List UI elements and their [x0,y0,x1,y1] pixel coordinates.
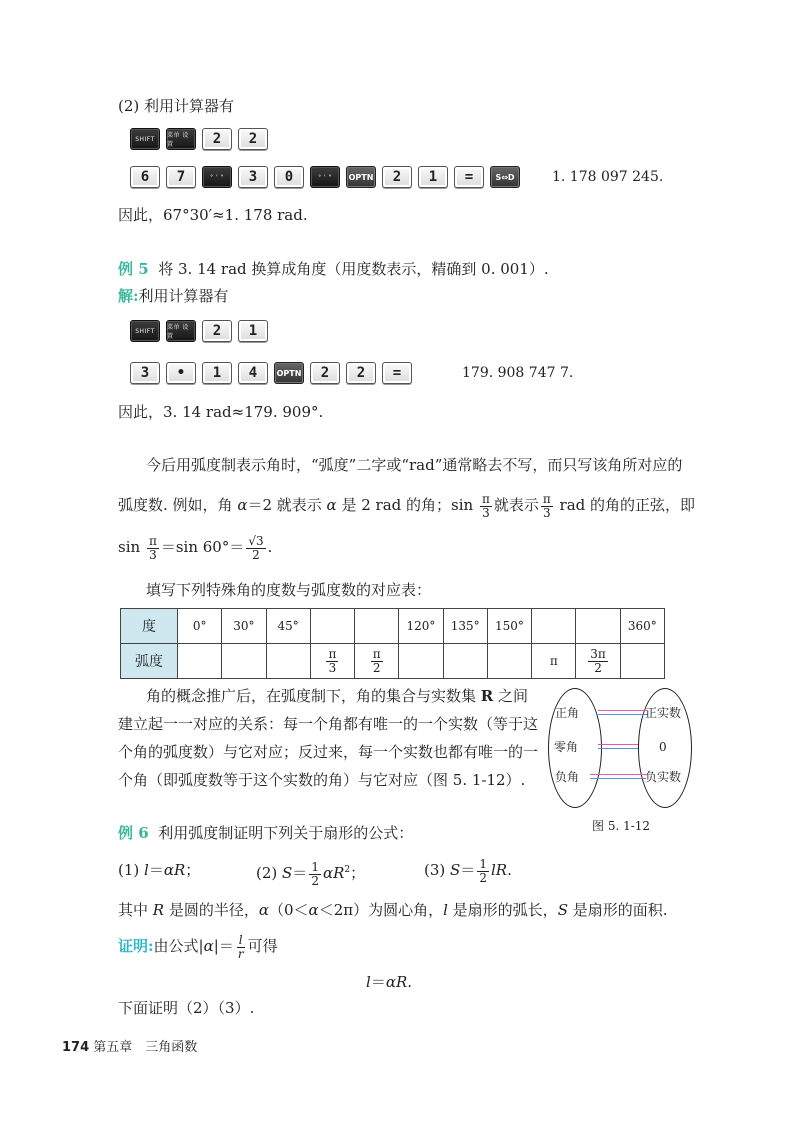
var-R: R [495,861,508,879]
table-cell-radian [576,644,620,679]
calculator-key: 4 [238,362,268,384]
fraction-denominator: 2 [311,873,319,888]
alpha-symbol: α [203,937,214,955]
fraction-denominator: 3 [482,505,490,520]
calculator-key: 2 [382,166,412,188]
mapping-line [598,710,648,711]
calc1-keys-row2 [130,166,520,188]
calculator-key: 1 [418,166,448,188]
text-segment: 由公式| [153,937,204,955]
equals: ＝ [148,861,164,879]
text-segment: 弧度数. 例如，角 [118,496,238,514]
fraction-numerator: 1 [311,859,319,874]
text-segment: 是 2 rad 的角；sin [336,496,478,514]
fraction-denominator: 2 [372,660,381,675]
calc2-keys-row1 [130,320,268,342]
table-cell-radian [620,644,664,679]
formula-3 [424,852,512,888]
fraction-pi-over-3 [480,493,492,520]
var-R: R [333,864,345,882]
calculator-key: S⇔D [490,166,520,188]
fraction [588,648,608,675]
text-segment: . [267,538,273,556]
text-segment: 是扇形的弧长， [447,901,558,919]
table-cell-degree [355,609,399,644]
fraction-denominator: 3 [328,660,337,675]
angle-real-mapping-diagram [540,688,690,810]
paragraph-2-line: 角的概念推广后，在弧度制下，角的集合与实数集 R 之间 [146,687,529,705]
figure-caption: 图 5. 1-12 [592,819,651,833]
table-cell-degree: 30° [222,609,266,644]
calculator-key: SHIFT [130,320,160,342]
calculator-key: 2 [310,362,340,384]
text-segment: rad 的角的正弦，即 [554,496,696,514]
table-cell-radian [487,644,531,679]
table-cell-degree [310,609,354,644]
fraction-one-half [477,858,489,885]
conclusion-1: 因此，67°30′≈1. 178 rad. [118,206,308,224]
fraction-sqrt3-over-2 [246,535,265,562]
explanation-line [118,900,668,920]
paragraph-1-line1: 今后用弧度制表示角时，“弧度”二字或“rad”通常略去不写，而只写该角所对应的 [146,456,683,474]
var-l: l [366,973,371,991]
calculator-key: 0 [274,166,304,188]
label-positive-real: 正实数 [645,706,682,720]
calculator-key: 1 [202,362,232,384]
label-positive-angle: 正角 [555,706,580,720]
calculator-key: 3 [130,362,160,384]
fraction [326,648,338,675]
text-segment: 就表示 [493,496,539,514]
punctuation: . [407,973,413,991]
example-5 [118,259,549,279]
fraction-numerator: π [542,491,551,506]
alpha-symbol: α [326,496,337,514]
fraction-numerator: 3π [590,646,606,661]
fraction-denominator: 2 [594,660,602,675]
calculator-key: 菜单 设置 [166,128,196,150]
example-5-label: 例 5 [118,260,149,278]
fraction-denominator: 3 [149,547,157,562]
fraction-numerator: π [481,491,490,506]
proof-result [366,972,412,992]
text-segment: （0＜ [269,901,309,919]
text-segment: sin [118,538,145,556]
calculator-key: 菜单 设置 [166,320,196,342]
mapping-line [590,778,646,779]
formula-prefix: (1) [118,861,145,879]
fraction-denominator: r [237,946,244,961]
punctuation: ； [350,864,366,882]
calculator-key: • [166,362,196,384]
var-S: S [450,861,461,879]
calculator-key: 7 [166,166,196,188]
mapping-line [598,748,638,749]
text-segment: ＝2 就表示 [247,496,327,514]
fraction-numerator: 1 [479,856,487,871]
calculator-key: = [382,362,412,384]
formula-2 [256,852,365,891]
solution-5-text: 利用计算器有 [138,287,229,305]
fraction-numerator: π [372,646,381,661]
fraction-denominator: 3 [542,505,551,520]
mapping-line [598,744,638,745]
table-header-degree: 度 [121,609,178,644]
table-cell-degree [532,609,576,644]
conclusion-2: 因此，3. 14 rad≈179. 909°. [118,403,324,421]
equals: ＝ [460,861,476,879]
var-R: R [152,901,165,919]
fraction-l-over-r [236,934,246,961]
calculator-key: 2 [202,320,232,342]
calculator-key: 2 [238,128,268,150]
calculator-key: 2 [202,128,232,150]
paragraph-2-line: 建立起一一对应的关系：每一个角都有唯一的一个实数（等于这 [118,715,539,733]
calculator-key: 6 [130,166,160,188]
label-zero-real: 0 [659,740,667,754]
table-cell-radian [310,644,354,679]
alpha-symbol: α [322,864,334,882]
example-6-label: 例 6 [118,824,149,842]
text-segment: 其中 [118,901,153,919]
label-zero-angle: 零角 [554,740,579,754]
fraction-numerator: l [238,932,243,947]
table-cell-radian [399,644,443,679]
calculator-key: ° ' " [202,166,232,188]
table-row-degrees [121,609,665,644]
formula-1 [118,852,200,888]
table-cell-degree: 135° [443,609,487,644]
fraction-numerator: π [328,646,337,661]
text-segment: 可得 [247,937,278,955]
calculator-key: 3 [238,166,268,188]
exponent: 2 [344,865,351,875]
solution-5-label: 解: [118,287,139,305]
table-cell-degree: 0° [178,609,222,644]
paragraph-1-line2 [118,488,695,522]
calc2-keys-row2 [130,362,412,384]
var-S: S [282,864,293,882]
fraction-denominator: 2 [252,547,260,562]
table-cell-degree: 150° [487,609,531,644]
var-l: l [144,861,149,879]
table-cell-radian: π [532,644,576,679]
text-segment: 是圆的半径， [164,901,259,919]
paragraph-2-line: 个角的弧度数）与它对应；反过来，每一个实数也都有唯一的一 [118,743,539,761]
paragraph-2-line: 个角（即弧度数等于这个实数的角）与它对应（图 5. 1-12）. [118,771,526,789]
var-S: S [557,901,568,919]
table-header-radian: 弧度 [121,644,178,679]
table-cell-radian [178,644,222,679]
fraction-pi-over-3 [541,493,553,520]
var-l: l [490,861,496,879]
punctuation: ； [185,861,201,879]
alpha-symbol: α [258,901,269,919]
text-segment: ＝sin 60°＝ [160,538,245,556]
page-number: 174 [62,1040,90,1055]
formula-prefix: (3) [424,861,451,879]
text-segment: ＜2π）为圆心角， [318,901,444,919]
table-row-radians [121,644,665,679]
punctuation: . [507,861,512,879]
paragraph-1-line3 [118,530,272,564]
proof-next: 下面证明（2）（3）. [118,999,255,1017]
fraction-one-half [309,861,321,888]
calc1-keys-row1 [130,128,268,150]
alpha-symbol: α [237,496,248,514]
proof-label: 证明: [118,937,154,955]
solution-5 [118,286,229,306]
text-segment: 是扇形的面积. [567,901,668,919]
example-5-text: 将 3. 14 rad 换算成角度（用度数表示，精确到 0. 001）. [158,260,549,278]
fraction [371,648,383,675]
table-cell-degree [576,609,620,644]
label-negative-angle: 负角 [555,770,580,784]
table-intro: 填写下列特殊角的度数与弧度数的对应表： [146,581,432,599]
alpha-symbol: α [163,861,174,879]
fraction-denominator: 2 [479,870,487,885]
table-cell-degree: 360° [620,609,664,644]
calculator-key: SHIFT [130,128,160,150]
calc1-result: 1. 178 097 245. [552,169,664,185]
formula-prefix: (2) [256,864,283,882]
equals: ＝ [292,864,308,882]
calculator-key: 1 [238,320,268,342]
fraction-numerator: π [148,533,157,548]
calc2-result: 179. 908 747 7. [462,365,574,381]
table-cell-radian [355,644,399,679]
degree-radian-table [120,608,665,679]
table-cell-degree: 120° [399,609,443,644]
text-segment: |＝ [213,937,234,955]
page-footer [62,1038,197,1058]
var-R: R [173,861,186,879]
var-l: l [443,901,448,919]
mapping-line [598,714,648,715]
example-6-text: 利用弧度制证明下列关于扇形的公式： [158,824,414,842]
fraction-numerator: √3 [248,533,264,548]
calculator-key: OPTN [274,362,304,384]
example-6 [118,823,413,843]
var-R: R [395,973,408,991]
table-cell-radian [266,644,310,679]
chapter-title: 第五章 三角函数 [93,1040,198,1055]
table-cell-radian [222,644,266,679]
mapping-line [590,774,646,775]
calculator-key: = [454,166,484,188]
alpha-symbol: α [308,901,319,919]
table-cell-degree: 45° [266,609,310,644]
fraction-pi-over-3 [147,535,159,562]
calculator-key: 2 [346,362,376,384]
calculator-key: OPTN [346,166,376,188]
alpha-symbol: α [385,973,396,991]
table-cell-radian [443,644,487,679]
step2-heading: (2) 利用计算器有 [118,97,235,115]
label-negative-real: 负实数 [645,770,682,784]
proof-line [118,928,278,964]
calculator-key: ° ' " [310,166,340,188]
equals: ＝ [370,973,386,991]
